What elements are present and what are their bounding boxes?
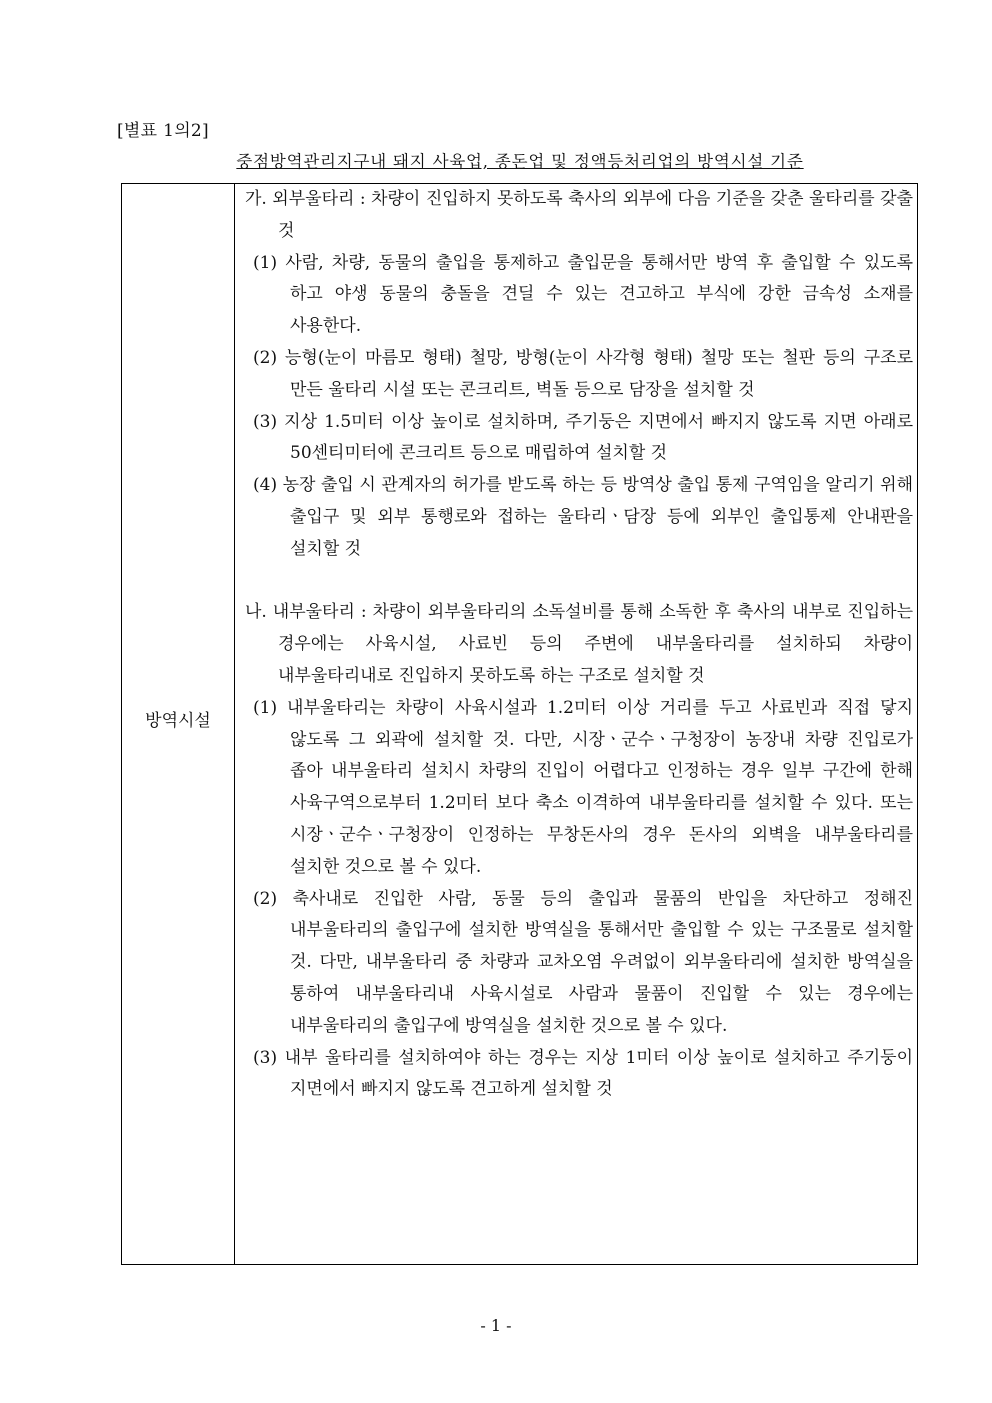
blank-line: [245, 566, 913, 598]
section-ga-item-1: (1) 사람, 차량, 동물의 출입을 통제하고 출입문을 통해서만 방역 후 출입할 수 있도록 하고 야생 동물의 충돌을 견딜 수 있는 견고하고 부식에 강한 금속성 소재를 사용한다.: [253, 252, 913, 337]
section-ga-heading: 가. 외부울타리 : 차량이 진입하지 못하도록 축사의 외부에 다음 기준을 갖춘 울타리를 갖출 것: [245, 189, 913, 241]
appendix-label: [별표 1의2]: [117, 121, 209, 141]
document-title: 중점방역관리지구내 돼지 사육업, 종돈업 및 정액등처리업의 방역시설 기준: [236, 152, 804, 171]
column-divider: [234, 184, 235, 1264]
row-header: 방역시설: [145, 711, 211, 731]
section-na-heading: 나. 내부울타리 : 차량이 외부울타리의 소독설비를 통해 소독한 후 축사의 내부로 진입하는 경우에는 사육시설, 사료빈 등의 주변에 내부울타리를 설치하되 차량이 내부울타리내로 진입하지 못하도록 하는 구조로 설치할 것: [245, 602, 913, 686]
table-content: [245, 184, 913, 1106]
section-na-item-1: (1) 내부울타리는 차량이 사육시설과 1.2미터 이상 거리를 두고 사료빈과 직접 닿지 않도록 그 외곽에 설치할 것. 다만, 시장ㆍ군수ㆍ구청장이 농장내 차량 진입로가 좁아 내부울타리 설치시 차량의 진입이 어렵다고 인정하는 경우 일부 구간에 한해 사육구역으로부터 1.2미터 보다 축소 이격하여 내부울타리를 설치할 수 있다. 또는 시장ㆍ군수ㆍ구청장이 인정하는 무창돈사의 경우 돈사의 외벽을 내부울타리를 설치한 것으로 볼 수 있다.: [253, 697, 913, 877]
standards-table: [121, 183, 918, 1265]
page-number: - 1 -: [480, 1316, 512, 1335]
section-ga-item-3: (3) 지상 1.5미터 이상 높이로 설치하며, 주기둥은 지면에서 빠지지 않도록 지면 아래로 50센티미터에 콘크리트 등으로 매립하여 설치할 것: [253, 411, 913, 464]
section-ga-item-2: (2) 능형(눈이 마름모 형태) 철망, 방형(눈이 사각형 형태) 철망 또는 철판 등의 구조로 만든 울타리 시설 또는 콘크리트, 벽돌 등으로 담장을 설치할 것: [253, 347, 913, 400]
section-na-item-2: (2) 축사내로 진입한 사람, 동물 등의 출입과 물품의 반입을 차단하고 정해진 내부울타리의 출입구에 설치한 방역실을 통해서만 출입할 수 있는 구조물로 설치할 것. 다만, 내부울타리 중 차량과 교차오염 우려없이 외부울타리에 설치한 방역실을 통하여 내부울타리내 사육시설로 사람과 물품이 진입할 수 있는 경우에는 내부울타리의 출입구에 방역실을 설치한 것으로 볼 수 있다.: [253, 888, 913, 1036]
section-ga-item-4: (4) 농장 출입 시 관계자의 허가를 받도록 하는 등 방역상 출입 통제 구역임을 알리기 위해 출입구 및 외부 통행로와 접하는 울타리ㆍ담장 등에 외부인 출입통제 안내판을 설치할 것: [253, 475, 913, 559]
section-na-item-3: (3) 내부 울타리를 설치하여야 하는 경우는 지상 1미터 이상 높이로 설치하고 주기둥이 지면에서 빠지지 않도록 견고하게 설치할 것: [253, 1047, 913, 1100]
